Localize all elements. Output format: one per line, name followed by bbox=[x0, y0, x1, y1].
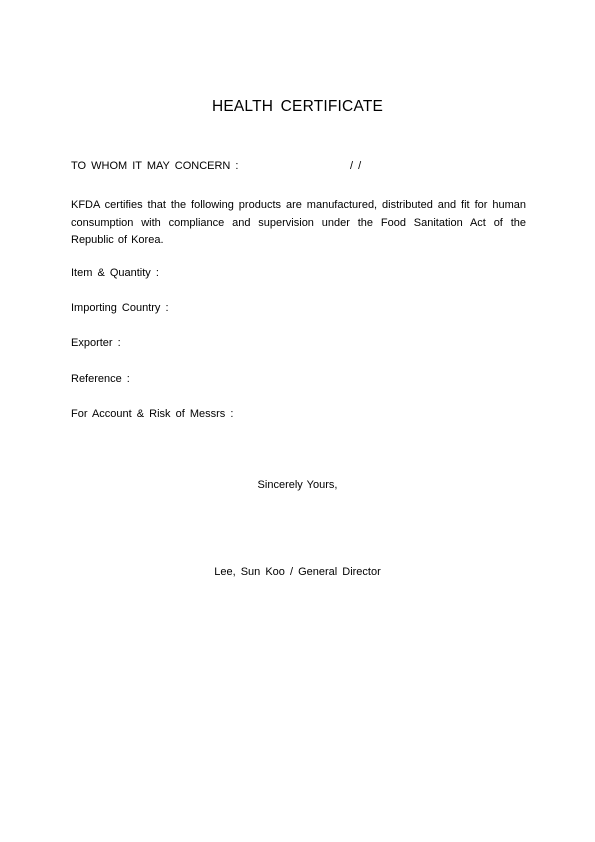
signatory-line: Lee, Sun Koo / General Director bbox=[214, 566, 381, 578]
item-quantity-label: Item & Quantity : bbox=[71, 267, 159, 279]
date-placeholder: / / bbox=[350, 160, 362, 172]
importing-country-label: Importing Country : bbox=[71, 302, 169, 314]
account-risk-label: For Account & Risk of Messrs : bbox=[71, 408, 234, 420]
reference-label: Reference : bbox=[71, 373, 130, 385]
closing-salutation: Sincerely Yours, bbox=[257, 479, 338, 491]
certificate-title: HEALTH CERTIFICATE bbox=[211, 98, 384, 115]
certification-paragraph: KFDA certifies that the following products are manufactured, distributed and fit for human consumption with compliance and supervision under the Food Sanitation Act of the Republic of Korea. bbox=[71, 199, 526, 246]
concern-line bbox=[71, 160, 362, 172]
concern-label: TO WHOM IT MAY CONCERN : bbox=[71, 160, 239, 172]
exporter-label: Exporter : bbox=[71, 337, 121, 349]
